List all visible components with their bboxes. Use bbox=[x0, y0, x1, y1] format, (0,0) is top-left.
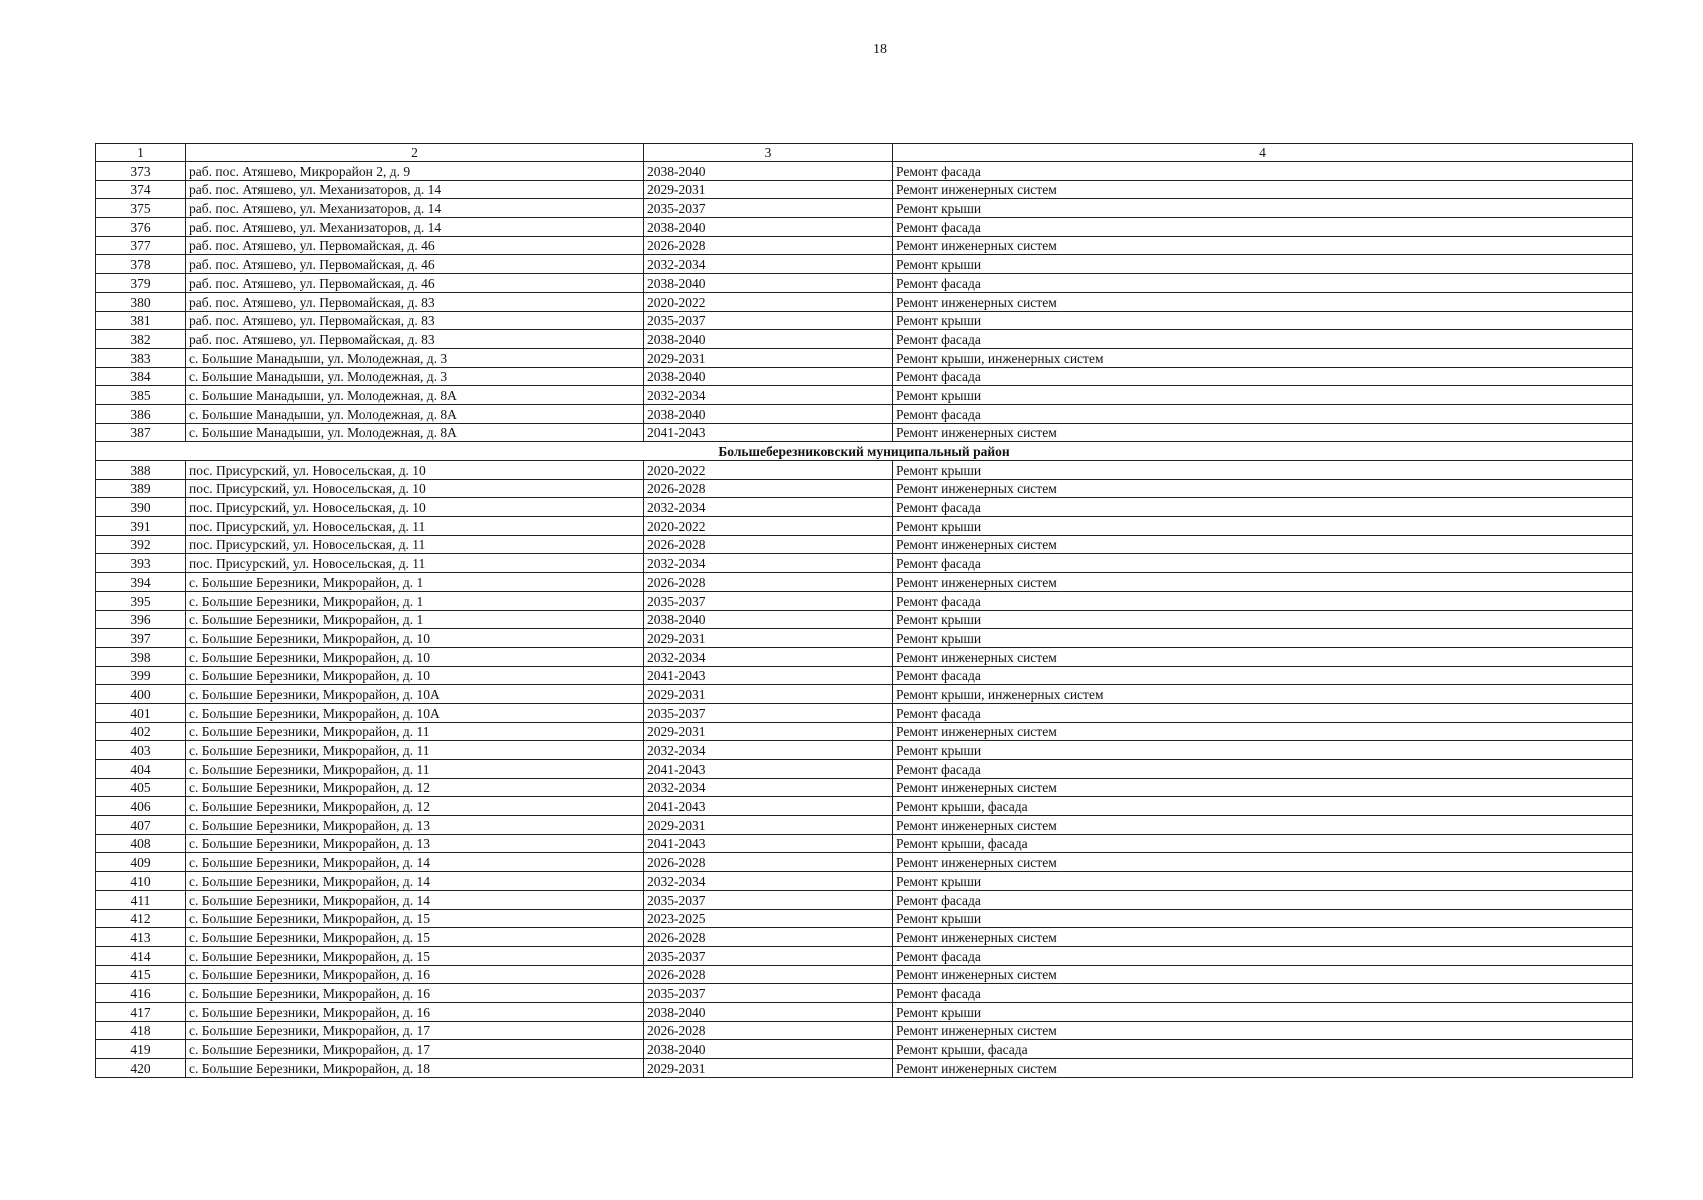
row-address: пос. Присурский, ул. Новосельская, д. 10 bbox=[186, 498, 644, 517]
row-period: 2029-2031 bbox=[644, 180, 893, 199]
row-address: с. Большие Березники, Микрорайон, д. 16 bbox=[186, 984, 644, 1003]
row-work-type: Ремонт крыши, инженерных систем bbox=[893, 348, 1633, 367]
table-row bbox=[96, 722, 1633, 741]
row-number: 414 bbox=[96, 946, 186, 965]
row-number: 420 bbox=[96, 1059, 186, 1078]
row-work-type: Ремонт фасада bbox=[893, 218, 1633, 237]
row-address: с. Большие Березники, Микрорайон, д. 10А bbox=[186, 685, 644, 704]
page-number: 18 bbox=[873, 42, 887, 57]
row-number: 419 bbox=[96, 1040, 186, 1059]
row-number: 398 bbox=[96, 647, 186, 666]
row-address: раб. пос. Атяшево, ул. Механизаторов, д. 14 bbox=[186, 199, 644, 218]
row-work-type: Ремонт фасада bbox=[893, 498, 1633, 517]
row-work-type: Ремонт инженерных систем bbox=[893, 292, 1633, 311]
table-row bbox=[96, 180, 1633, 199]
table-row bbox=[96, 591, 1633, 610]
table-row bbox=[96, 404, 1633, 423]
row-period: 2035-2037 bbox=[644, 199, 893, 218]
row-work-type: Ремонт фасада bbox=[893, 703, 1633, 722]
row-number: 380 bbox=[96, 292, 186, 311]
row-address: с. Большие Березники, Микрорайон, д. 13 bbox=[186, 834, 644, 853]
row-number: 411 bbox=[96, 890, 186, 909]
row-work-type: Ремонт фасада bbox=[893, 367, 1633, 386]
row-work-type: Ремонт инженерных систем bbox=[893, 853, 1633, 872]
row-address: раб. пос. Атяшево, ул. Первомайская, д. 46 bbox=[186, 274, 644, 293]
table-row bbox=[96, 946, 1633, 965]
row-address: пос. Присурский, ул. Новосельская, д. 11 bbox=[186, 554, 644, 573]
row-period: 2032-2034 bbox=[644, 498, 893, 517]
row-period: 2038-2040 bbox=[644, 162, 893, 181]
table-row bbox=[96, 274, 1633, 293]
row-number: 404 bbox=[96, 760, 186, 779]
row-period: 2026-2028 bbox=[644, 573, 893, 592]
row-address: с. Большие Манадыши, ул. Молодежная, д. 8А bbox=[186, 423, 644, 442]
row-address: с. Большие Березники, Микрорайон, д. 12 bbox=[186, 778, 644, 797]
table-row bbox=[96, 535, 1633, 554]
table-row bbox=[96, 367, 1633, 386]
row-work-type: Ремонт крыши bbox=[893, 909, 1633, 928]
row-work-type: Ремонт крыши bbox=[893, 517, 1633, 536]
row-work-type: Ремонт фасада bbox=[893, 330, 1633, 349]
table-row bbox=[96, 834, 1633, 853]
row-number: 400 bbox=[96, 685, 186, 704]
row-number: 382 bbox=[96, 330, 186, 349]
row-address: пос. Присурский, ул. Новосельская, д. 11 bbox=[186, 517, 644, 536]
row-period: 2032-2034 bbox=[644, 554, 893, 573]
row-period: 2032-2034 bbox=[644, 255, 893, 274]
row-address: пос. Присурский, ул. Новосельская, д. 10 bbox=[186, 461, 644, 480]
row-address: с. Большие Березники, Микрорайон, д. 16 bbox=[186, 1002, 644, 1021]
row-address: с. Большие Березники, Микрорайон, д. 14 bbox=[186, 890, 644, 909]
row-number: 390 bbox=[96, 498, 186, 517]
row-work-type: Ремонт крыши bbox=[893, 1002, 1633, 1021]
row-number: 403 bbox=[96, 741, 186, 760]
row-address: с. Большие Березники, Микрорайон, д. 15 bbox=[186, 909, 644, 928]
row-work-type: Ремонт крыши, фасада bbox=[893, 797, 1633, 816]
table-row bbox=[96, 890, 1633, 909]
repair-schedule-table bbox=[95, 143, 1633, 1078]
row-work-type: Ремонт крыши bbox=[893, 629, 1633, 648]
row-number: 394 bbox=[96, 573, 186, 592]
row-work-type: Ремонт фасада bbox=[893, 760, 1633, 779]
row-address: с. Большие Березники, Микрорайон, д. 14 bbox=[186, 872, 644, 891]
row-work-type: Ремонт крыши bbox=[893, 610, 1633, 629]
column-header-work: 4 bbox=[893, 144, 1633, 162]
row-number: 387 bbox=[96, 423, 186, 442]
row-period: 2026-2028 bbox=[644, 1021, 893, 1040]
row-work-type: Ремонт фасада bbox=[893, 274, 1633, 293]
row-period: 2032-2034 bbox=[644, 778, 893, 797]
table-row bbox=[96, 199, 1633, 218]
row-number: 376 bbox=[96, 218, 186, 237]
row-work-type: Ремонт фасада bbox=[893, 890, 1633, 909]
row-period: 2035-2037 bbox=[644, 311, 893, 330]
table-row bbox=[96, 311, 1633, 330]
row-address: с. Большие Березники, Микрорайон, д. 10А bbox=[186, 703, 644, 722]
row-period: 2038-2040 bbox=[644, 274, 893, 293]
row-address: с. Большие Манадыши, ул. Молодежная, д. 3 bbox=[186, 348, 644, 367]
table-row bbox=[96, 1059, 1633, 1078]
table-row bbox=[96, 685, 1633, 704]
row-address: раб. пос. Атяшево, ул. Механизаторов, д. 14 bbox=[186, 180, 644, 199]
section-row bbox=[96, 442, 1633, 461]
row-address: с. Большие Березники, Микрорайон, д. 11 bbox=[186, 760, 644, 779]
row-address: с. Большие Манадыши, ул. Молодежная, д. 3 bbox=[186, 367, 644, 386]
table-row bbox=[96, 1002, 1633, 1021]
row-period: 2026-2028 bbox=[644, 928, 893, 947]
table-row bbox=[96, 928, 1633, 947]
row-number: 391 bbox=[96, 517, 186, 536]
table-row bbox=[96, 965, 1633, 984]
row-address: с. Большие Березники, Микрорайон, д. 16 bbox=[186, 965, 644, 984]
row-work-type: Ремонт инженерных систем bbox=[893, 778, 1633, 797]
row-address: с. Большие Березники, Микрорайон, д. 15 bbox=[186, 928, 644, 947]
row-period: 2023-2025 bbox=[644, 909, 893, 928]
row-period: 2038-2040 bbox=[644, 330, 893, 349]
row-period: 2038-2040 bbox=[644, 367, 893, 386]
row-period: 2035-2037 bbox=[644, 984, 893, 1003]
row-period: 2041-2043 bbox=[644, 666, 893, 685]
row-work-type: Ремонт инженерных систем bbox=[893, 816, 1633, 835]
row-address: с. Большие Березники, Микрорайон, д. 1 bbox=[186, 591, 644, 610]
table-row bbox=[96, 984, 1633, 1003]
table-row bbox=[96, 778, 1633, 797]
row-work-type: Ремонт крыши, фасада bbox=[893, 1040, 1633, 1059]
row-work-type: Ремонт инженерных систем bbox=[893, 1059, 1633, 1078]
row-work-type: Ремонт крыши bbox=[893, 311, 1633, 330]
row-number: 384 bbox=[96, 367, 186, 386]
row-work-type: Ремонт фасада bbox=[893, 404, 1633, 423]
row-work-type: Ремонт крыши bbox=[893, 255, 1633, 274]
row-number: 373 bbox=[96, 162, 186, 181]
row-period: 2038-2040 bbox=[644, 1002, 893, 1021]
row-address: с. Большие Березники, Микрорайон, д. 10 bbox=[186, 629, 644, 648]
row-address: раб. пос. Атяшево, ул. Первомайская, д. 46 bbox=[186, 236, 644, 255]
row-address: с. Большие Березники, Микрорайон, д. 14 bbox=[186, 853, 644, 872]
column-header-period: 3 bbox=[644, 144, 893, 162]
table-row bbox=[96, 498, 1633, 517]
row-address: с. Большие Березники, Микрорайон, д. 17 bbox=[186, 1040, 644, 1059]
row-period: 2026-2028 bbox=[644, 965, 893, 984]
row-address: раб. пос. Атяшево, ул. Первомайская, д. 83 bbox=[186, 330, 644, 349]
row-address: с. Большие Березники, Микрорайон, д. 11 bbox=[186, 741, 644, 760]
row-period: 2029-2031 bbox=[644, 1059, 893, 1078]
table-row bbox=[96, 423, 1633, 442]
row-period: 2020-2022 bbox=[644, 517, 893, 536]
row-period: 2038-2040 bbox=[644, 218, 893, 237]
row-work-type: Ремонт фасада bbox=[893, 162, 1633, 181]
row-number: 381 bbox=[96, 311, 186, 330]
table-row bbox=[96, 236, 1633, 255]
table-row bbox=[96, 816, 1633, 835]
row-number: 406 bbox=[96, 797, 186, 816]
row-number: 378 bbox=[96, 255, 186, 274]
row-period: 2032-2034 bbox=[644, 872, 893, 891]
table-row bbox=[96, 573, 1633, 592]
row-number: 392 bbox=[96, 535, 186, 554]
row-period: 2035-2037 bbox=[644, 890, 893, 909]
row-address: с. Большие Березники, Микрорайон, д. 17 bbox=[186, 1021, 644, 1040]
column-header-number: 1 bbox=[96, 144, 186, 162]
row-address: с. Большие Березники, Микрорайон, д. 18 bbox=[186, 1059, 644, 1078]
row-period: 2038-2040 bbox=[644, 1040, 893, 1059]
row-work-type: Ремонт инженерных систем bbox=[893, 722, 1633, 741]
row-work-type: Ремонт инженерных систем bbox=[893, 573, 1633, 592]
table-row bbox=[96, 554, 1633, 573]
row-address: раб. пос. Атяшево, ул. Механизаторов, д. 14 bbox=[186, 218, 644, 237]
row-period: 2029-2031 bbox=[644, 348, 893, 367]
row-number: 402 bbox=[96, 722, 186, 741]
row-number: 407 bbox=[96, 816, 186, 835]
row-address: раб. пос. Атяшево, Микрорайон 2, д. 9 bbox=[186, 162, 644, 181]
table-row bbox=[96, 797, 1633, 816]
row-work-type: Ремонт крыши bbox=[893, 461, 1633, 480]
row-work-type: Ремонт фасада bbox=[893, 591, 1633, 610]
table-row bbox=[96, 872, 1633, 891]
table-row bbox=[96, 703, 1633, 722]
row-number: 393 bbox=[96, 554, 186, 573]
table-row bbox=[96, 853, 1633, 872]
row-period: 2041-2043 bbox=[644, 834, 893, 853]
row-address: с. Большие Березники, Микрорайон, д. 15 bbox=[186, 946, 644, 965]
row-address: с. Большие Березники, Микрорайон, д. 11 bbox=[186, 722, 644, 741]
row-address: с. Большие Березники, Микрорайон, д. 1 bbox=[186, 573, 644, 592]
row-number: 386 bbox=[96, 404, 186, 423]
row-work-type: Ремонт инженерных систем bbox=[893, 965, 1633, 984]
table-row bbox=[96, 610, 1633, 629]
table-row bbox=[96, 629, 1633, 648]
column-header-address: 2 bbox=[186, 144, 644, 162]
row-address: с. Большие Манадыши, ул. Молодежная, д. 8А bbox=[186, 404, 644, 423]
row-number: 399 bbox=[96, 666, 186, 685]
row-number: 401 bbox=[96, 703, 186, 722]
row-period: 2041-2043 bbox=[644, 760, 893, 779]
row-number: 397 bbox=[96, 629, 186, 648]
row-number: 412 bbox=[96, 909, 186, 928]
table-row bbox=[96, 741, 1633, 760]
table-row bbox=[96, 461, 1633, 480]
table-row bbox=[96, 1040, 1633, 1059]
row-period: 2038-2040 bbox=[644, 404, 893, 423]
row-number: 413 bbox=[96, 928, 186, 947]
row-period: 2032-2034 bbox=[644, 386, 893, 405]
row-work-type: Ремонт крыши bbox=[893, 872, 1633, 891]
row-number: 418 bbox=[96, 1021, 186, 1040]
row-number: 417 bbox=[96, 1002, 186, 1021]
table-row bbox=[96, 386, 1633, 405]
row-address: с. Большие Березники, Микрорайон, д. 1 bbox=[186, 610, 644, 629]
row-address: раб. пос. Атяшево, ул. Первомайская, д. 83 bbox=[186, 292, 644, 311]
row-period: 2035-2037 bbox=[644, 591, 893, 610]
row-number: 388 bbox=[96, 461, 186, 480]
row-work-type: Ремонт фасада bbox=[893, 554, 1633, 573]
table-row bbox=[96, 162, 1633, 181]
row-period: 2026-2028 bbox=[644, 479, 893, 498]
row-work-type: Ремонт инженерных систем bbox=[893, 479, 1633, 498]
row-number: 409 bbox=[96, 853, 186, 872]
row-number: 396 bbox=[96, 610, 186, 629]
table-body bbox=[96, 162, 1633, 1078]
row-address: с. Большие Манадыши, ул. Молодежная, д. 8А bbox=[186, 386, 644, 405]
row-period: 2026-2028 bbox=[644, 853, 893, 872]
table-row bbox=[96, 760, 1633, 779]
row-period: 2020-2022 bbox=[644, 461, 893, 480]
row-number: 375 bbox=[96, 199, 186, 218]
row-address: с. Большие Березники, Микрорайон, д. 10 bbox=[186, 647, 644, 666]
row-number: 379 bbox=[96, 274, 186, 293]
row-work-type: Ремонт инженерных систем bbox=[893, 423, 1633, 442]
row-work-type: Ремонт инженерных систем bbox=[893, 236, 1633, 255]
row-address: с. Большие Березники, Микрорайон, д. 10 bbox=[186, 666, 644, 685]
table-row bbox=[96, 666, 1633, 685]
row-period: 2026-2028 bbox=[644, 535, 893, 554]
row-number: 415 bbox=[96, 965, 186, 984]
row-number: 377 bbox=[96, 236, 186, 255]
table-row bbox=[96, 909, 1633, 928]
table-row bbox=[96, 292, 1633, 311]
row-period: 2029-2031 bbox=[644, 685, 893, 704]
table-row bbox=[96, 330, 1633, 349]
row-period: 2038-2040 bbox=[644, 610, 893, 629]
row-number: 416 bbox=[96, 984, 186, 1003]
row-period: 2035-2037 bbox=[644, 703, 893, 722]
row-work-type: Ремонт инженерных систем bbox=[893, 928, 1633, 947]
row-period: 2029-2031 bbox=[644, 722, 893, 741]
row-work-type: Ремонт инженерных систем bbox=[893, 535, 1633, 554]
row-address: с. Большие Березники, Микрорайон, д. 12 bbox=[186, 797, 644, 816]
table-row bbox=[96, 255, 1633, 274]
section-title: Большеберезниковский муниципальный район bbox=[96, 442, 1633, 461]
table-row bbox=[96, 479, 1633, 498]
row-number: 383 bbox=[96, 348, 186, 367]
row-period: 2020-2022 bbox=[644, 292, 893, 311]
row-work-type: Ремонт фасада bbox=[893, 984, 1633, 1003]
table-header-row bbox=[96, 144, 1633, 162]
row-address: раб. пос. Атяшево, ул. Первомайская, д. 83 bbox=[186, 311, 644, 330]
row-work-type: Ремонт крыши, фасада bbox=[893, 834, 1633, 853]
table-row bbox=[96, 517, 1633, 536]
row-number: 385 bbox=[96, 386, 186, 405]
row-period: 2029-2031 bbox=[644, 629, 893, 648]
row-number: 395 bbox=[96, 591, 186, 610]
row-period: 2032-2034 bbox=[644, 647, 893, 666]
row-work-type: Ремонт крыши bbox=[893, 386, 1633, 405]
table-row bbox=[96, 647, 1633, 666]
row-work-type: Ремонт инженерных систем bbox=[893, 180, 1633, 199]
row-address: пос. Присурский, ул. Новосельская, д. 10 bbox=[186, 479, 644, 498]
row-period: 2032-2034 bbox=[644, 741, 893, 760]
row-number: 405 bbox=[96, 778, 186, 797]
row-work-type: Ремонт крыши bbox=[893, 741, 1633, 760]
row-work-type: Ремонт фасада bbox=[893, 666, 1633, 685]
row-work-type: Ремонт крыши, инженерных систем bbox=[893, 685, 1633, 704]
row-work-type: Ремонт крыши bbox=[893, 199, 1633, 218]
row-address: пос. Присурский, ул. Новосельская, д. 11 bbox=[186, 535, 644, 554]
row-address: с. Большие Березники, Микрорайон, д. 13 bbox=[186, 816, 644, 835]
row-work-type: Ремонт фасада bbox=[893, 946, 1633, 965]
row-number: 389 bbox=[96, 479, 186, 498]
row-period: 2041-2043 bbox=[644, 797, 893, 816]
row-number: 408 bbox=[96, 834, 186, 853]
row-work-type: Ремонт инженерных систем bbox=[893, 1021, 1633, 1040]
row-address: раб. пос. Атяшево, ул. Первомайская, д. 46 bbox=[186, 255, 644, 274]
row-period: 2029-2031 bbox=[644, 816, 893, 835]
row-number: 374 bbox=[96, 180, 186, 199]
table-row bbox=[96, 218, 1633, 237]
table-row bbox=[96, 348, 1633, 367]
row-number: 410 bbox=[96, 872, 186, 891]
row-period: 2026-2028 bbox=[644, 236, 893, 255]
table-row bbox=[96, 1021, 1633, 1040]
row-period: 2035-2037 bbox=[644, 946, 893, 965]
row-period: 2041-2043 bbox=[644, 423, 893, 442]
row-work-type: Ремонт инженерных систем bbox=[893, 647, 1633, 666]
